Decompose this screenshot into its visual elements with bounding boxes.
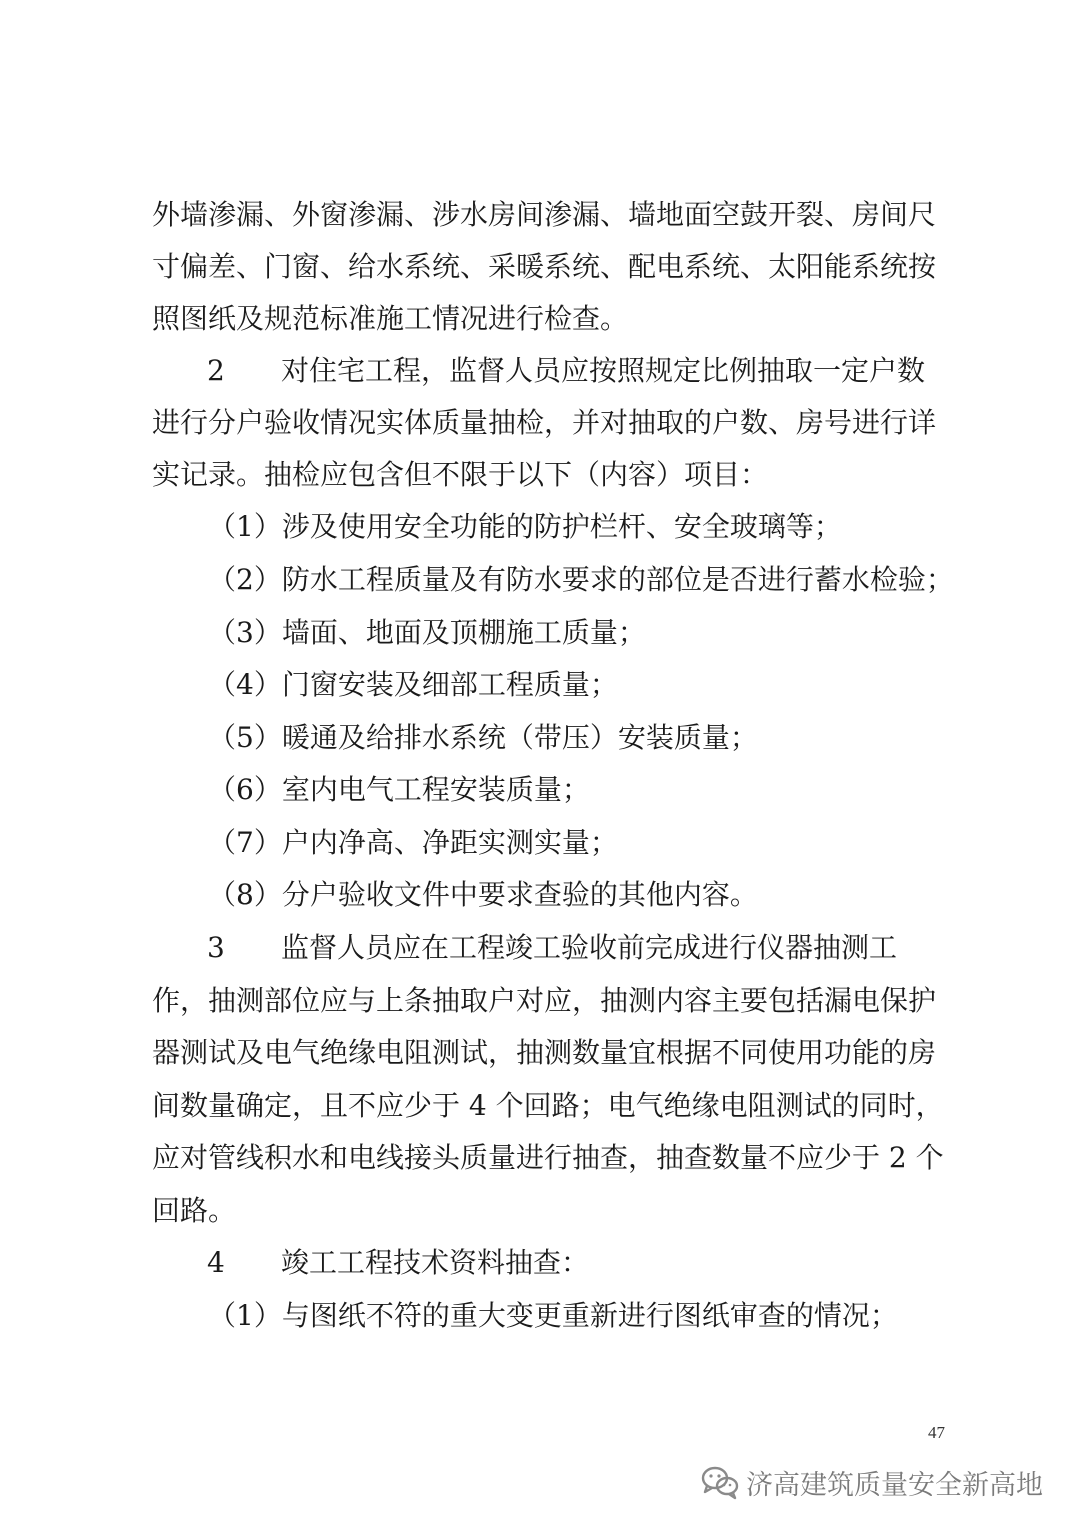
text: 实记录。抽检应包含但不限于以下（内容）项目： xyxy=(152,458,769,491)
text-line xyxy=(0,449,1080,501)
text-line xyxy=(0,1237,1080,1289)
list-item xyxy=(0,764,1080,816)
text: （3）墙面、地面及顶棚施工质量； xyxy=(208,616,646,649)
text: （1）与图纸不符的重大变更重新进行图纸审查的情况； xyxy=(208,1299,898,1332)
list-item xyxy=(0,554,1080,606)
text: 对住宅工程，监督人员应按照规定比例抽取一定户数 xyxy=(281,354,926,387)
text: （4）门窗安装及细部工程质量； xyxy=(208,668,618,701)
item-number: 4 xyxy=(207,1246,225,1279)
text: （1）涉及使用安全功能的防护栏杆、安全玻璃等； xyxy=(208,510,842,543)
text: 器测试及电气绝缘电阻测试，抽测数量宜根据不同使用功能的房 xyxy=(152,1036,937,1069)
text: 应对管线积水和电线接头质量进行抽查，抽查数量不应少于 2 个 xyxy=(152,1141,944,1174)
text-line xyxy=(0,1185,1080,1237)
text: 照图纸及规范标准施工情况进行检查。 xyxy=(152,302,629,335)
list-item xyxy=(0,1290,1080,1342)
text-line xyxy=(0,397,1080,449)
text-line xyxy=(0,1027,1080,1079)
text: 寸偏差、门窗、给水系统、采暖系统、配电系统、太阳能系统按 xyxy=(152,250,937,283)
text: 回路。 xyxy=(152,1194,237,1227)
text-line xyxy=(0,1132,1080,1184)
text-line xyxy=(0,922,1080,974)
text: 外墙渗漏、外窗渗漏、涉水房间渗漏、墙地面空鼓开裂、房间尺 xyxy=(152,198,937,231)
list-item xyxy=(0,659,1080,711)
watermark xyxy=(700,1460,1043,1504)
text: 间数量确定，且不应少于 4 个回路；电气绝缘电阻测试的同时， xyxy=(152,1089,944,1122)
list-item xyxy=(0,869,1080,921)
text: 竣工工程技术资料抽查： xyxy=(281,1246,590,1279)
text: （6）室内电气工程安装质量； xyxy=(208,773,590,806)
text: （8）分户验收文件中要求查验的其他内容。 xyxy=(208,878,758,911)
text-line xyxy=(0,293,1080,345)
item-number: 2 xyxy=(207,354,225,387)
text: （7）户内净高、净距实测实量； xyxy=(208,826,618,859)
list-item xyxy=(0,817,1080,869)
text-line xyxy=(0,975,1080,1027)
list-item xyxy=(0,607,1080,659)
text-line xyxy=(0,241,1080,293)
list-item xyxy=(0,501,1080,553)
watermark-text: 济高建筑质量安全新高地 xyxy=(746,1469,1043,1501)
text: 作，抽测部位应与上条抽取户对应，抽测内容主要包括漏电保护 xyxy=(152,984,937,1017)
text-line xyxy=(0,189,1080,241)
item-number: 3 xyxy=(207,931,225,964)
text: 进行分户验收情况实体质量抽检，并对抽取的户数、房号进行详 xyxy=(152,406,937,439)
text: （2）防水工程质量及有防水要求的部位是否进行蓄水检验； xyxy=(208,563,954,596)
text-line xyxy=(0,345,1080,397)
wechat-icon xyxy=(700,1464,740,1500)
list-item xyxy=(0,712,1080,764)
text: （5）暖通及给排水系统（带压）安装质量； xyxy=(208,721,758,754)
text: 监督人员应在工程竣工验收前完成进行仪器抽测工 xyxy=(281,931,898,964)
page-number: 47 xyxy=(928,1423,945,1442)
text-line xyxy=(0,1080,1080,1132)
